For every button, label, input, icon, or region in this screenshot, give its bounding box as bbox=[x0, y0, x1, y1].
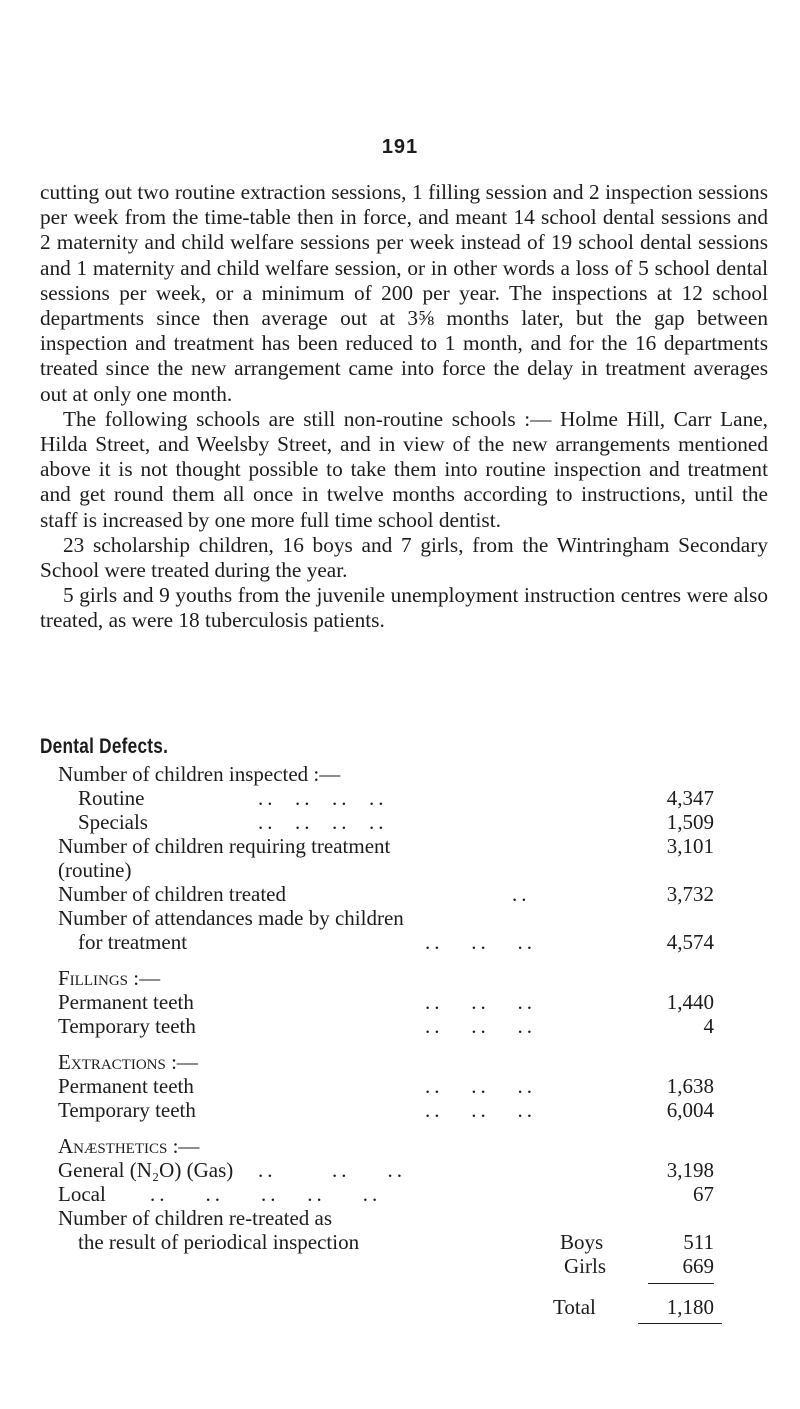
boys-value: 511 bbox=[683, 1230, 714, 1254]
extractions-permanent-label: Permanent teeth bbox=[58, 1074, 194, 1098]
routine-value: 4,347 bbox=[666, 786, 714, 810]
leader-dots: .. .. .. .. bbox=[258, 810, 388, 834]
page-number: 191 bbox=[381, 136, 419, 158]
paragraph-2: The following schools are still non-routine schools :— Holme Hill, Carr Lane, Hilda Street, and Weelsby Street, and in view of the new arrangements mentioned above it is not thought possible to take them into routine inspection and treatment and get round them all once in twelve months according to instructions, until the staff is increased by one more full time school dentist. bbox=[40, 406, 768, 532]
requiring-label: Number of children requiring treatment bbox=[58, 834, 391, 858]
total-rule bbox=[638, 1323, 722, 1324]
retreated-label-2: the result of periodical inspection bbox=[78, 1230, 360, 1254]
leader-dots: .. .. .. bbox=[258, 1158, 406, 1182]
retreated-label: Number of children re-treated as bbox=[58, 1206, 333, 1230]
total-label: Total bbox=[553, 1295, 596, 1319]
local-label: Local bbox=[58, 1182, 106, 1206]
leader-dots: .. .. .. .. bbox=[258, 786, 388, 810]
inspected-label: Number of children inspected :— bbox=[58, 762, 341, 786]
requiring-sub: (routine) bbox=[58, 858, 132, 882]
leader-dots: .. .. .. bbox=[425, 1014, 536, 1038]
leader-dots: .. bbox=[512, 882, 531, 906]
local-value: 67 bbox=[693, 1182, 714, 1206]
leader-dots: .. .. .. .. .. bbox=[150, 1182, 382, 1206]
fillings-permanent-label: Permanent teeth bbox=[58, 990, 194, 1014]
fillings-temporary-value: 4 bbox=[703, 1014, 714, 1038]
routine-label: Routine bbox=[78, 786, 145, 810]
requiring-value: 3,101 bbox=[666, 834, 714, 858]
girls-value: 669 bbox=[682, 1254, 714, 1278]
fillings-heading: Fillings :— bbox=[58, 966, 161, 990]
paragraph-4: 5 girls and 9 youths from the juvenile unemployment instruction centres were also treated, as were 18 tuberculosis patients. bbox=[40, 583, 768, 633]
anaesthetics-heading: Anæsthetics :— bbox=[58, 1134, 200, 1158]
attendances-value: 4,574 bbox=[666, 930, 714, 954]
treated-value: 3,732 bbox=[666, 882, 714, 906]
fillings-permanent-value: 1,440 bbox=[666, 990, 714, 1014]
specials-label: Specials bbox=[78, 810, 148, 834]
total-value: 1,180 bbox=[666, 1295, 714, 1319]
extractions-temporary-label: Temporary teeth bbox=[58, 1098, 196, 1122]
specials-value: 1,509 bbox=[666, 810, 714, 834]
section-heading: Dental Defects. bbox=[40, 735, 169, 758]
leader-dots: .. .. .. bbox=[425, 990, 536, 1014]
subtotal-rule bbox=[648, 1283, 714, 1284]
boys-label: Boys bbox=[560, 1230, 604, 1254]
paragraph-1: cutting out two routine extraction sessions, 1 filling session and 2 inspection sessions per week from the time-table then in force, and meant 14 school dental sessions and 2 maternity and child welfare sessions per week instead of 19 school dental sessions and 1 maternity and child welfare session, or in other words a loss of 5 school dental sessions per week, or a minimum of 200 per year. The inspections at 12 school departments since then average out at 3⅝ months later, but the gap between inspection and treatment has been reduced to 1 month, and for the 16 departments treated since the new arrangement came into force the delay in treatment averages out at only one month. bbox=[40, 180, 768, 406]
extractions-permanent-value: 1,638 bbox=[666, 1074, 714, 1098]
treated-label: Number of children treated bbox=[58, 882, 286, 906]
extractions-heading: Extractions :— bbox=[58, 1050, 198, 1074]
attendances-label: Number of attendances made by children bbox=[58, 906, 404, 930]
attendances-label-2: for treatment bbox=[78, 930, 188, 954]
fillings-temporary-label: Temporary teeth bbox=[58, 1014, 196, 1038]
general-gas-label: General (N₂O) (Gas) bbox=[58, 1158, 234, 1182]
extractions-temporary-value: 6,004 bbox=[666, 1098, 714, 1122]
paragraph-3: 23 scholarship children, 16 boys and 7 girls, from the Wintringham Secondary School were treated during the year. bbox=[40, 532, 768, 583]
leader-dots: .. .. .. bbox=[425, 1098, 536, 1122]
general-gas-value: 3,198 bbox=[666, 1158, 714, 1182]
leader-dots: .. .. .. bbox=[425, 1074, 536, 1098]
girls-label: Girls bbox=[564, 1254, 606, 1278]
leader-dots: .. .. .. bbox=[425, 930, 536, 954]
